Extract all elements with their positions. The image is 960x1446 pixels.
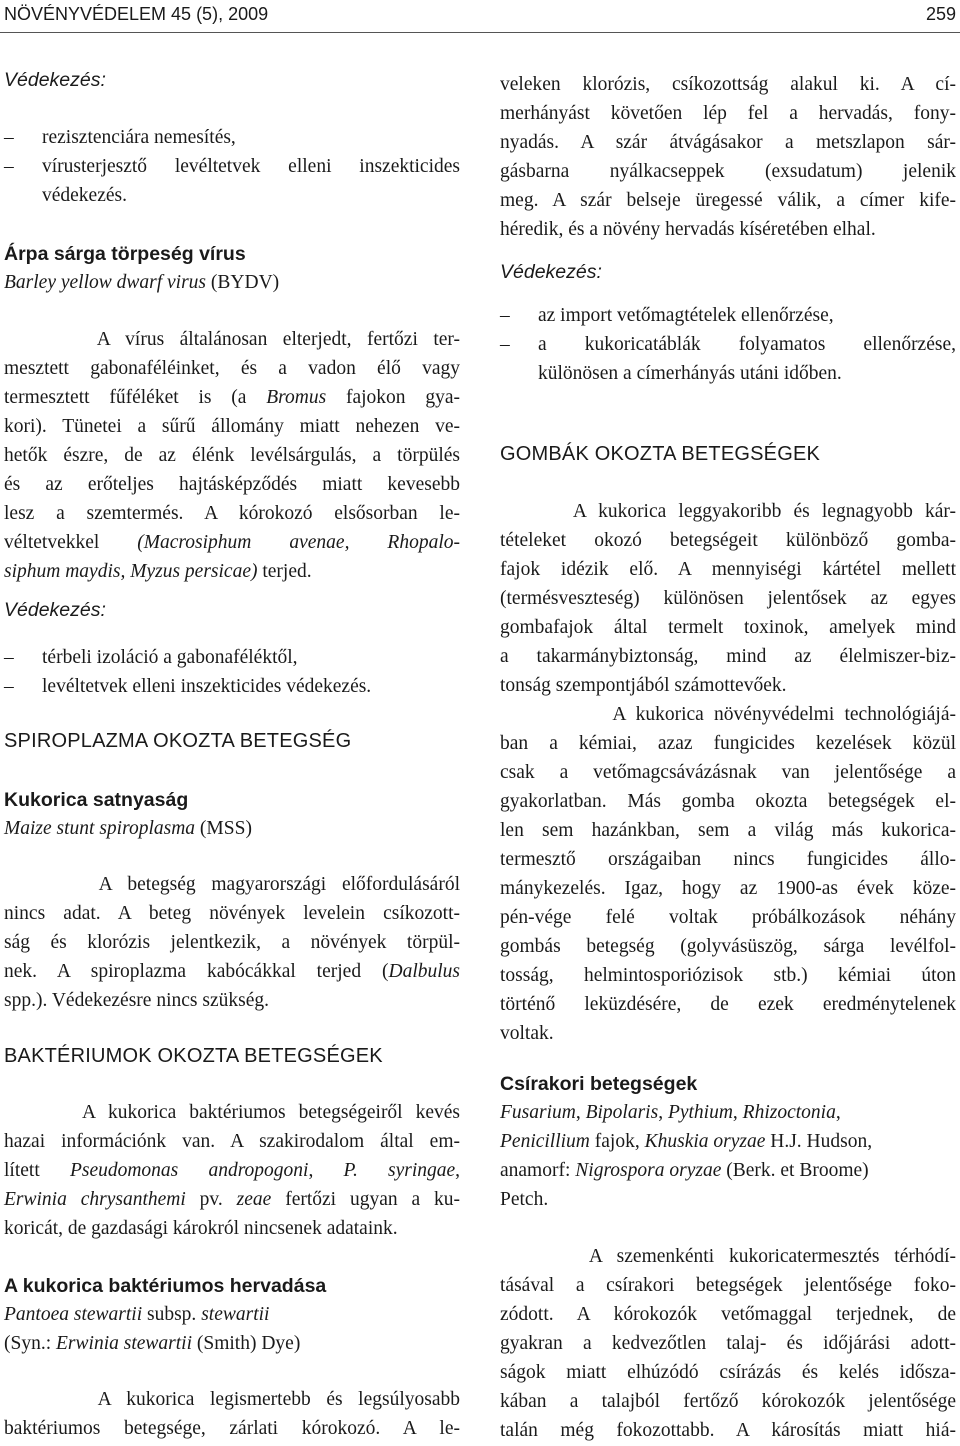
- list-item: – rezisztenciára nemesítés,: [4, 127, 236, 148]
- paragraph-line: mánykezelés. Igaz, hogy az 1900-as évek köze-: [500, 878, 956, 899]
- paragraph-line: történő leküzdésére, de ezek eredménytelenek: [500, 994, 956, 1015]
- vedekezes-label: Védekezés:: [500, 261, 602, 283]
- paragraph-line: termesztő országaiban nincs fungicides állo-: [500, 849, 956, 870]
- paragraph-line: ság és klorózis jelentkezik, a növények törpül-: [4, 932, 460, 953]
- paragraph-line: talán még fokozottabb. A károsítás miatt hiá-: [500, 1420, 956, 1441]
- paragraph-line: A kukorica baktériumos betegségeiről kevés: [82, 1102, 460, 1123]
- paragraph-line: A kukorica növényvédelmi technológiájá-: [612, 704, 957, 725]
- pathogen-name: Pantoea stewartii subsp. stewartii: [4, 1304, 270, 1325]
- list-item-continuation: védekezés.: [42, 185, 127, 206]
- paragraph-line: veleken klorózis, csíkozottság alakul ki. A cí-: [500, 74, 956, 95]
- paragraph-line: gombás betegség (golyvásüszög, sárga levélfol-: [500, 936, 956, 957]
- section-heading: GOMBÁK OKOZTA BETEGSÉGEK: [500, 443, 821, 465]
- section-heading: SPIROPLAZMA OKOZTA BETEGSÉG: [4, 730, 352, 752]
- pathogen-name: Petch.: [500, 1189, 549, 1210]
- list-item: – vírusterjesztő levéltetvek elleni inszekticides: [4, 156, 460, 177]
- paragraph-line: kában a talajból fertőző kórokozók jelentősége: [500, 1391, 956, 1412]
- paragraph-line: fajok idézik elő. A mennyiségi kártétel mellett: [500, 559, 956, 580]
- journal-title: NÖVÉNYVÉDELEM 45 (5), 2009: [4, 4, 269, 24]
- paragraph-line: hetők észre, de az élénk levélsárgulás, a törpülés: [4, 445, 460, 466]
- paragraph-line: gombafajok által termelt toxinok, amelyek mind: [500, 617, 956, 638]
- paragraph-line: siphum maydis, Myzus persicae) terjed.: [4, 561, 312, 582]
- paragraph-line: nyadás. A szár átvágásakor a metszlapon sár-: [500, 132, 956, 153]
- paragraph-line: hazai információnk van. A szakirodalom által em-: [4, 1131, 460, 1152]
- section-title: A kukorica baktériumos hervadása: [4, 1275, 327, 1297]
- paragraph-line: nek. A spiroplazma kabócákkal terjed (Dalbulus: [4, 961, 460, 982]
- paragraph-line: pén-vége felé voltak próbálkozások néhány: [500, 907, 956, 928]
- section-title: Csírakori betegségek: [500, 1073, 698, 1095]
- paragraph-line: spp.). Védekezésre nincs szükség.: [4, 990, 269, 1011]
- paragraph-line: voltak.: [500, 1023, 554, 1044]
- vedekezes-label: Védekezés:: [4, 69, 106, 91]
- paragraph-line: (termésveszteség) különösen jelentősek az egyes: [500, 588, 956, 609]
- section-title: Árpa sárga törpeség vírus: [4, 243, 246, 265]
- list-item: – levéltetvek elleni inszekticides védekezés.: [4, 676, 372, 697]
- paragraph-line: meg. A szár belseje üregessé válik, a címer kife-: [500, 190, 956, 211]
- paragraph-line: gásbarna nyálkacseppek (exsudatum) jelenik: [500, 161, 956, 182]
- list-item: – térbeli izoláció a gabonaféléktől,: [4, 647, 298, 668]
- paragraph-line: len sem hazánkban, sem a világ más kukorica-: [500, 820, 956, 841]
- paragraph-line: merhányást követően lép fel a hervadás, fony-: [500, 103, 956, 124]
- paragraph-line: nincs adat. A beteg növények levelein csíkozott-: [4, 903, 460, 924]
- paragraph-line: termesztett fűféléket is (a Bromus fajokon gya-: [4, 387, 461, 408]
- running-header: [0, 0, 960, 34]
- paragraph-line: tételeket okozó betegségeit különböző gomba-: [500, 530, 956, 551]
- paragraph-line: tásával a csírakori betegségek jelentősége foko-: [500, 1275, 956, 1296]
- paragraph-line: lített Pseudomonas andropogoni, P. syringae,: [4, 1160, 461, 1181]
- paragraph-line: A kukorica legismertebb és legsúlyosabb: [97, 1389, 460, 1410]
- vedekezes-label: Védekezés:: [4, 599, 106, 621]
- pathogen-name: anamorf: Nigrospora oryzae (Berk. et Broome): [500, 1160, 869, 1181]
- paragraph-line: csak a vetőmagcsávázásnak van jelentősége a: [500, 762, 956, 783]
- paragraph-line: ságok miatt elhúzódó csírázás és kelés idősza-: [500, 1362, 956, 1383]
- list-item: – az import vetőmagtételek ellenőrzése,: [500, 305, 834, 326]
- paragraph-line: ban a kémiai, azaz fungicides kezelések közül: [500, 733, 956, 754]
- paragraph-line: A betegség magyarországi előfordulásáról: [98, 874, 460, 895]
- pathogen-name: Penicillium fajok, Khuskia oryzae H.J. Hudson,: [500, 1131, 873, 1152]
- paragraph-line: a takarmánybiztonság, mind az élelmiszer-biz-: [500, 646, 956, 667]
- paragraph-line: A vírus általánosan elterjedt, fertőzi ter-: [96, 329, 461, 350]
- paragraph-line: zódott. A kórokozók vetőmaggal terjednek, de: [500, 1304, 956, 1325]
- paragraph-line: véltetvekkel (Macrosiphum avenae, Rhopalo-: [4, 532, 460, 553]
- paragraph-line: lesz a szemtermés. A kórokozó elsősorban le-: [4, 503, 460, 524]
- section-title: Kukorica satnyaság: [4, 789, 189, 811]
- paragraph-line: héredik, és a növény hervadás kíséretében elhal.: [500, 219, 876, 240]
- paragraph-line: baktériumos betegsége, zárlati kórokozó. A le-: [4, 1418, 460, 1439]
- pathogen-name: Maize stunt spiroplasma (MSS): [4, 818, 252, 839]
- paragraph-line: Erwinia chrysanthemi pv. zeae fertőzi ugyan a ku-: [4, 1189, 461, 1210]
- pathogen-name: Barley yellow dwarf virus (BYDV): [4, 272, 280, 293]
- pathogen-name: Fusarium, Bipolaris, Pythium, Rhizoctonia,: [500, 1102, 841, 1123]
- page-number: 259: [925, 4, 956, 24]
- paragraph-line: gyakorlatban. Más gomba okozta betegségek el-: [500, 791, 956, 812]
- paragraph-line: kori). Tünetei a sűrű állomány miatt nehezen ve-: [4, 416, 460, 437]
- pathogen-synonym: (Syn.: Erwinia stewartii (Smith) Dye): [4, 1333, 301, 1354]
- paragraph-line: A szemenkénti kukoricatermesztés térhódí-: [588, 1246, 956, 1267]
- paragraph-line: tosság, helmintosporiózisok stb.) kémiai úton: [500, 965, 956, 986]
- paragraph-line: gyakran a kedvezőtlen talaj- és időjárási adott-: [500, 1333, 956, 1354]
- paragraph-line: A kukorica leggyakoribb és legnagyobb kár-: [572, 501, 956, 522]
- list-item-continuation: különösen a címerhányás utáni időben.: [538, 363, 842, 384]
- list-item: – a kukoricatáblák folyamatos ellenőrzése,: [500, 334, 956, 355]
- section-heading: BAKTÉRIUMOK OKOZTA BETEGSÉGEK: [4, 1045, 383, 1067]
- paragraph-line: koricát, de gazdasági károkról nincsenek adataink.: [4, 1218, 398, 1239]
- paragraph-line: és az erőteljes hajtásképződés miatt kevesebb: [4, 474, 460, 495]
- paragraph-line: mesztett gabonaféléinket, és a vadon élő vagy: [4, 358, 460, 379]
- paragraph-line: tonság szempontjából számottevőek.: [500, 675, 787, 696]
- header-rule: [0, 32, 960, 33]
